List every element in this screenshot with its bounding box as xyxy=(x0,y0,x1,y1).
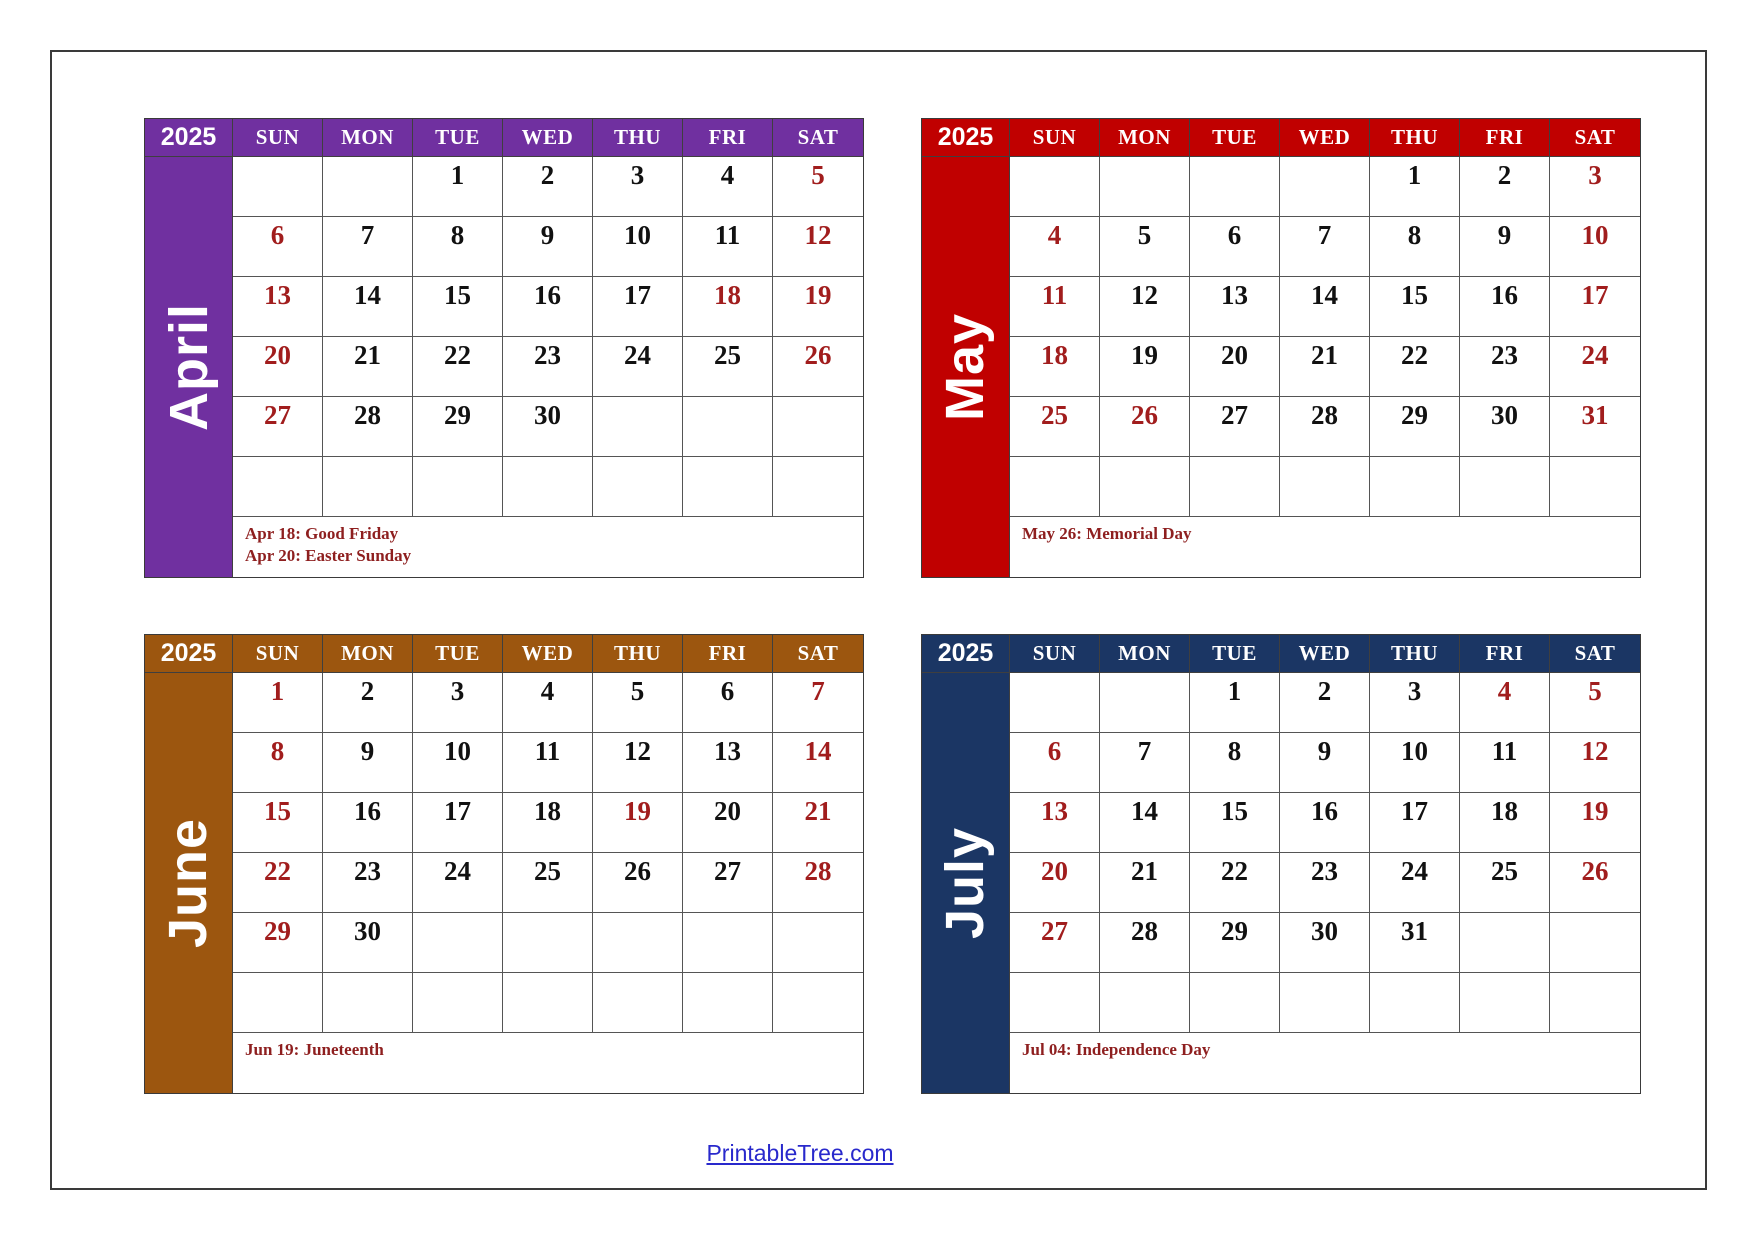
date-cell-16: 16 xyxy=(1460,277,1550,337)
date-cell-17: 17 xyxy=(593,277,683,337)
weekday-header-thu: THU xyxy=(593,635,683,673)
date-cell-18: 18 xyxy=(503,793,593,853)
date-cell-empty xyxy=(683,913,773,973)
date-cell-empty xyxy=(323,457,413,517)
weekday-header-mon: MON xyxy=(1100,635,1190,673)
date-cell-21: 21 xyxy=(323,337,413,397)
date-cell-12: 12 xyxy=(773,217,863,277)
holiday-note: Apr 20: Easter Sunday xyxy=(245,546,412,566)
date-cell-1: 1 xyxy=(233,673,323,733)
date-cell-empty xyxy=(1280,973,1370,1033)
date-cell-23: 23 xyxy=(503,337,593,397)
date-cell-12: 12 xyxy=(593,733,683,793)
date-cell-5: 5 xyxy=(1100,217,1190,277)
date-cell-19: 19 xyxy=(593,793,683,853)
date-cell-26: 26 xyxy=(1100,397,1190,457)
date-cell-22: 22 xyxy=(1190,853,1280,913)
date-cell-4: 4 xyxy=(503,673,593,733)
date-cell-19: 19 xyxy=(1550,793,1640,853)
calendar-header-row xyxy=(922,635,1640,673)
date-cell-empty xyxy=(1010,973,1100,1033)
weekday-header-sun: SUN xyxy=(233,119,323,157)
date-grid xyxy=(233,673,863,1033)
date-cell-4: 4 xyxy=(1010,217,1100,277)
month-label: July xyxy=(935,826,996,940)
weekday-header-wed: WED xyxy=(503,119,593,157)
date-cell-7: 7 xyxy=(1100,733,1190,793)
calendar-header-row xyxy=(145,119,863,157)
date-cell-5: 5 xyxy=(1550,673,1640,733)
date-cell-empty xyxy=(1550,913,1640,973)
date-cell-empty xyxy=(413,457,503,517)
date-cell-25: 25 xyxy=(503,853,593,913)
date-cell-8: 8 xyxy=(1370,217,1460,277)
date-cell-30: 30 xyxy=(1280,913,1370,973)
month-label: June xyxy=(158,817,219,949)
date-cell-18: 18 xyxy=(1010,337,1100,397)
date-cell-empty xyxy=(773,913,863,973)
date-cell-15: 15 xyxy=(413,277,503,337)
date-cell-14: 14 xyxy=(323,277,413,337)
date-cell-empty xyxy=(1460,973,1550,1033)
date-cell-23: 23 xyxy=(1460,337,1550,397)
date-cell-11: 11 xyxy=(1460,733,1550,793)
date-cell-empty xyxy=(233,973,323,1033)
date-cell-empty xyxy=(1100,457,1190,517)
date-cell-3: 3 xyxy=(1370,673,1460,733)
date-cell-13: 13 xyxy=(1190,277,1280,337)
weekday-header-fri: FRI xyxy=(1460,635,1550,673)
date-cell-24: 24 xyxy=(413,853,503,913)
weekday-header-sun: SUN xyxy=(233,635,323,673)
date-cell-27: 27 xyxy=(1010,913,1100,973)
date-cell-15: 15 xyxy=(233,793,323,853)
date-cell-22: 22 xyxy=(233,853,323,913)
date-cell-25: 25 xyxy=(1010,397,1100,457)
date-cell-empty xyxy=(233,457,323,517)
holiday-note: Jun 19: Juneteenth xyxy=(245,1040,384,1059)
weekday-header-thu: THU xyxy=(1370,635,1460,673)
holiday-notes xyxy=(233,517,863,577)
date-cell-29: 29 xyxy=(413,397,503,457)
date-cell-7: 7 xyxy=(323,217,413,277)
year-label: 2025 xyxy=(145,119,233,157)
date-cell-22: 22 xyxy=(1370,337,1460,397)
date-cell-empty xyxy=(593,973,683,1033)
date-cell-empty xyxy=(1370,973,1460,1033)
date-cell-10: 10 xyxy=(1370,733,1460,793)
weekday-header-sat: SAT xyxy=(773,635,863,673)
date-cell-15: 15 xyxy=(1190,793,1280,853)
date-cell-26: 26 xyxy=(773,337,863,397)
weekday-header-mon: MON xyxy=(1100,119,1190,157)
date-cell-empty xyxy=(503,457,593,517)
month-label: April xyxy=(158,302,219,432)
date-cell-21: 21 xyxy=(773,793,863,853)
date-cell-12: 12 xyxy=(1550,733,1640,793)
date-cell-empty xyxy=(1010,157,1100,217)
calendar-may xyxy=(921,118,1641,578)
weekday-header-wed: WED xyxy=(503,635,593,673)
year-label: 2025 xyxy=(922,635,1010,673)
date-cell-16: 16 xyxy=(1280,793,1370,853)
date-cell-16: 16 xyxy=(503,277,593,337)
date-cell-25: 25 xyxy=(1460,853,1550,913)
date-cell-11: 11 xyxy=(683,217,773,277)
date-cell-14: 14 xyxy=(1280,277,1370,337)
holiday-note: May 26: Memorial Day xyxy=(1022,524,1192,543)
date-cell-20: 20 xyxy=(233,337,323,397)
date-cell-2: 2 xyxy=(1460,157,1550,217)
date-cell-10: 10 xyxy=(413,733,503,793)
year-label: 2025 xyxy=(145,635,233,673)
date-cell-empty xyxy=(1190,973,1280,1033)
calendar-july xyxy=(921,634,1641,1094)
weekday-header-tue: TUE xyxy=(1190,119,1280,157)
date-cell-28: 28 xyxy=(323,397,413,457)
date-cell-11: 11 xyxy=(503,733,593,793)
date-cell-11: 11 xyxy=(1010,277,1100,337)
date-grid xyxy=(1010,157,1640,517)
date-cell-1: 1 xyxy=(413,157,503,217)
date-cell-empty xyxy=(683,973,773,1033)
date-cell-30: 30 xyxy=(503,397,593,457)
date-cell-empty xyxy=(1190,457,1280,517)
date-cell-empty xyxy=(413,913,503,973)
date-cell-empty xyxy=(1280,157,1370,217)
date-cell-empty xyxy=(593,397,683,457)
date-cell-empty xyxy=(1460,457,1550,517)
date-cell-empty xyxy=(1010,673,1100,733)
date-cell-18: 18 xyxy=(1460,793,1550,853)
calendar-june xyxy=(144,634,864,1094)
year-label: 2025 xyxy=(922,119,1010,157)
weekday-header-wed: WED xyxy=(1280,119,1370,157)
printabletree-link[interactable]: PrintableTree.com xyxy=(706,1140,894,1166)
holiday-notes xyxy=(233,1033,863,1093)
date-cell-empty xyxy=(773,973,863,1033)
date-cell-empty xyxy=(683,457,773,517)
date-cell-empty xyxy=(773,397,863,457)
date-cell-19: 19 xyxy=(1100,337,1190,397)
date-cell-29: 29 xyxy=(1190,913,1280,973)
date-cell-empty xyxy=(1190,157,1280,217)
date-cell-7: 7 xyxy=(773,673,863,733)
date-cell-10: 10 xyxy=(593,217,683,277)
date-cell-13: 13 xyxy=(233,277,323,337)
date-cell-16: 16 xyxy=(323,793,413,853)
weekday-header-wed: WED xyxy=(1280,635,1370,673)
holiday-notes xyxy=(1010,517,1640,577)
date-cell-19: 19 xyxy=(773,277,863,337)
date-cell-8: 8 xyxy=(233,733,323,793)
date-cell-2: 2 xyxy=(323,673,413,733)
date-cell-2: 2 xyxy=(1280,673,1370,733)
date-cell-empty xyxy=(1100,157,1190,217)
date-cell-15: 15 xyxy=(1370,277,1460,337)
date-cell-6: 6 xyxy=(683,673,773,733)
date-cell-6: 6 xyxy=(233,217,323,277)
weekday-header-sat: SAT xyxy=(1550,119,1640,157)
date-cell-empty xyxy=(593,457,683,517)
holiday-notes xyxy=(1010,1033,1640,1093)
date-cell-12: 12 xyxy=(1100,277,1190,337)
calendar-body xyxy=(145,157,863,577)
date-cell-4: 4 xyxy=(683,157,773,217)
date-cell-9: 9 xyxy=(503,217,593,277)
weekday-header-mon: MON xyxy=(323,635,413,673)
weekday-header-tue: TUE xyxy=(1190,635,1280,673)
date-cell-21: 21 xyxy=(1280,337,1370,397)
weekday-header-sun: SUN xyxy=(1010,635,1100,673)
date-cell-6: 6 xyxy=(1190,217,1280,277)
calendar-april xyxy=(144,118,864,578)
holiday-note: Jul 04: Independence Day xyxy=(1022,1040,1211,1059)
date-cell-26: 26 xyxy=(1550,853,1640,913)
date-cell-20: 20 xyxy=(1010,853,1100,913)
date-cell-3: 3 xyxy=(1550,157,1640,217)
date-cell-13: 13 xyxy=(683,733,773,793)
date-cell-1: 1 xyxy=(1190,673,1280,733)
date-cell-empty xyxy=(323,157,413,217)
month-sidebar xyxy=(922,157,1010,577)
weekday-header-tue: TUE xyxy=(413,119,503,157)
date-cell-17: 17 xyxy=(1550,277,1640,337)
date-cell-20: 20 xyxy=(683,793,773,853)
date-cell-14: 14 xyxy=(1100,793,1190,853)
weekday-header-fri: FRI xyxy=(683,119,773,157)
calendar-body xyxy=(922,673,1640,1093)
date-cell-empty xyxy=(1370,457,1460,517)
weekday-header-thu: THU xyxy=(593,119,683,157)
month-label: May xyxy=(935,312,996,422)
date-cell-21: 21 xyxy=(1100,853,1190,913)
date-cell-6: 6 xyxy=(1010,733,1100,793)
date-cell-2: 2 xyxy=(503,157,593,217)
date-cell-27: 27 xyxy=(1190,397,1280,457)
date-cell-23: 23 xyxy=(1280,853,1370,913)
date-cell-empty xyxy=(1010,457,1100,517)
date-cell-31: 31 xyxy=(1370,913,1460,973)
calendar-body xyxy=(922,157,1640,577)
date-cell-27: 27 xyxy=(233,397,323,457)
date-grid xyxy=(1010,673,1640,1033)
date-cell-24: 24 xyxy=(593,337,683,397)
date-cell-30: 30 xyxy=(1460,397,1550,457)
date-cell-9: 9 xyxy=(1280,733,1370,793)
date-cell-26: 26 xyxy=(593,853,683,913)
calendar-grid-area xyxy=(1010,157,1640,577)
date-cell-empty xyxy=(503,973,593,1033)
date-cell-28: 28 xyxy=(1280,397,1370,457)
calendar-header-row xyxy=(145,635,863,673)
date-cell-28: 28 xyxy=(773,853,863,913)
date-cell-empty xyxy=(233,157,323,217)
date-cell-17: 17 xyxy=(1370,793,1460,853)
date-cell-empty xyxy=(1280,457,1370,517)
date-cell-7: 7 xyxy=(1280,217,1370,277)
weekday-header-thu: THU xyxy=(1370,119,1460,157)
date-cell-10: 10 xyxy=(1550,217,1640,277)
date-cell-14: 14 xyxy=(773,733,863,793)
date-cell-empty xyxy=(503,913,593,973)
calendar-grid-area xyxy=(1010,673,1640,1093)
date-cell-9: 9 xyxy=(1460,217,1550,277)
date-cell-23: 23 xyxy=(323,853,413,913)
date-cell-8: 8 xyxy=(1190,733,1280,793)
weekday-header-sat: SAT xyxy=(773,119,863,157)
date-cell-29: 29 xyxy=(233,913,323,973)
calendar-header-row xyxy=(922,119,1640,157)
date-cell-9: 9 xyxy=(323,733,413,793)
date-cell-empty xyxy=(683,397,773,457)
weekday-header-fri: FRI xyxy=(1460,119,1550,157)
date-cell-8: 8 xyxy=(413,217,503,277)
date-grid xyxy=(233,157,863,517)
holiday-note: Apr 18: Good Friday xyxy=(245,524,399,543)
calendar-grid-area xyxy=(233,673,863,1093)
date-cell-empty xyxy=(413,973,503,1033)
date-cell-5: 5 xyxy=(773,157,863,217)
weekday-header-mon: MON xyxy=(323,119,413,157)
calendar-body xyxy=(145,673,863,1093)
weekday-header-fri: FRI xyxy=(683,635,773,673)
date-cell-5: 5 xyxy=(593,673,683,733)
date-cell-17: 17 xyxy=(413,793,503,853)
date-cell-3: 3 xyxy=(593,157,683,217)
date-cell-empty xyxy=(323,973,413,1033)
date-cell-31: 31 xyxy=(1550,397,1640,457)
calendar-grid-area xyxy=(233,157,863,577)
date-cell-27: 27 xyxy=(683,853,773,913)
date-cell-24: 24 xyxy=(1550,337,1640,397)
date-cell-empty xyxy=(773,457,863,517)
date-cell-empty xyxy=(1460,913,1550,973)
date-cell-empty xyxy=(1550,457,1640,517)
date-cell-3: 3 xyxy=(413,673,503,733)
date-cell-24: 24 xyxy=(1370,853,1460,913)
date-cell-13: 13 xyxy=(1010,793,1100,853)
weekday-header-sun: SUN xyxy=(1010,119,1100,157)
date-cell-empty xyxy=(1100,973,1190,1033)
date-cell-empty xyxy=(1550,973,1640,1033)
date-cell-30: 30 xyxy=(323,913,413,973)
weekday-header-tue: TUE xyxy=(413,635,503,673)
date-cell-25: 25 xyxy=(683,337,773,397)
date-cell-18: 18 xyxy=(683,277,773,337)
month-sidebar xyxy=(145,673,233,1093)
date-cell-28: 28 xyxy=(1100,913,1190,973)
date-cell-22: 22 xyxy=(413,337,503,397)
month-sidebar xyxy=(922,673,1010,1093)
date-cell-20: 20 xyxy=(1190,337,1280,397)
date-cell-empty xyxy=(593,913,683,973)
date-cell-empty xyxy=(1100,673,1190,733)
weekday-header-sat: SAT xyxy=(1550,635,1640,673)
date-cell-4: 4 xyxy=(1460,673,1550,733)
month-sidebar xyxy=(145,157,233,577)
date-cell-1: 1 xyxy=(1370,157,1460,217)
date-cell-29: 29 xyxy=(1370,397,1460,457)
